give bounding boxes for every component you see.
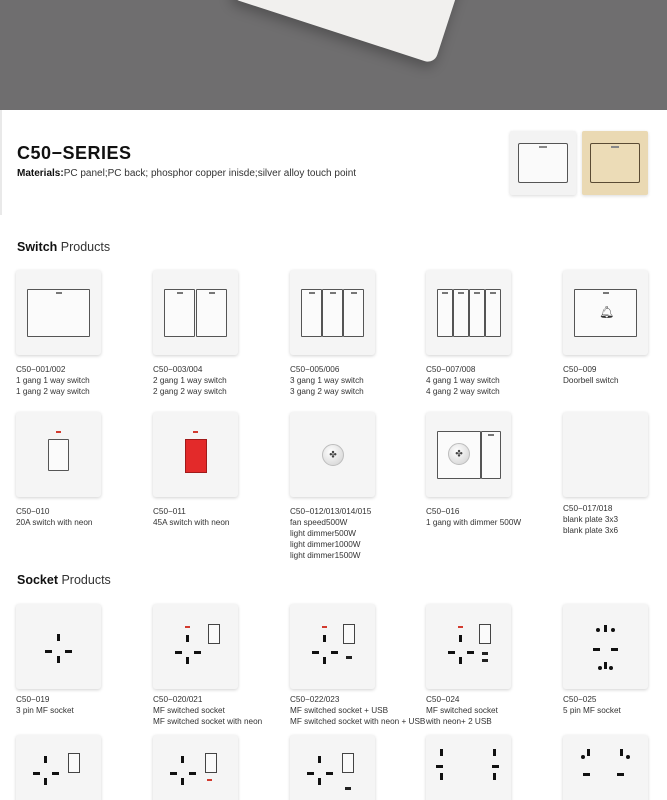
- product-code: C50−025: [563, 695, 597, 704]
- product-desc: 4 gang 2 way switch: [426, 387, 500, 396]
- banner-switch-plate-image: [230, 0, 485, 64]
- product-caption: [563, 503, 667, 536]
- product-code: C50−016: [426, 507, 460, 516]
- product-desc: MF switched socket with neon + USB: [290, 717, 426, 726]
- product-desc: 3 gang 2 way switch: [290, 387, 364, 396]
- product-desc: light dimmer1500W: [290, 551, 361, 560]
- product-desc: 45A switch with neon: [153, 518, 230, 527]
- product-desc: with neon+ 2 USB: [426, 717, 492, 726]
- usb-port-icon: [345, 787, 351, 790]
- fan-icon: ✤: [455, 448, 463, 459]
- product-caption: [290, 364, 420, 397]
- product-code: C50−024: [426, 695, 460, 704]
- usb-port-icon: [482, 659, 488, 662]
- product-image-c50-024[interactable]: [426, 604, 511, 689]
- product-image-c50-022[interactable]: [290, 604, 375, 689]
- product-desc: 2 gang 2 way switch: [153, 387, 227, 396]
- materials-line: [17, 168, 356, 179]
- product-caption: [153, 506, 283, 528]
- bell-icon: 🔔︎: [599, 305, 615, 319]
- product-image-partial[interactable]: [563, 735, 648, 800]
- product-caption: [563, 364, 667, 386]
- hero-gold-switch-image: [582, 131, 648, 195]
- series-title: C50−SERIES: [17, 143, 132, 163]
- product-code: C50−020/021: [153, 695, 203, 704]
- socket-heading-rest: Products: [58, 573, 111, 587]
- product-image-c50-001[interactable]: [16, 270, 101, 355]
- left-edge-line: [0, 110, 2, 215]
- product-image-partial[interactable]: [16, 735, 101, 800]
- product-code: C50−012/013/014/015: [290, 507, 372, 516]
- product-image-c50-009[interactable]: [563, 270, 648, 355]
- product-caption: [153, 364, 283, 397]
- switch-heading-rest: Products: [57, 240, 111, 254]
- product-caption: [426, 506, 556, 528]
- product-desc: MF switched socket: [153, 706, 225, 715]
- product-caption: [426, 364, 556, 397]
- product-desc: 4 gang 1 way switch: [426, 376, 500, 385]
- product-desc: blank plate 3x6: [563, 526, 619, 535]
- product-code: C50−007/008: [426, 365, 476, 374]
- product-caption: [153, 694, 283, 727]
- product-image-c50-007[interactable]: [426, 270, 511, 355]
- product-desc: light dimmer500W: [290, 529, 356, 538]
- materials-text: PC panel;PC back; phosphor copper inisde;silver alloy touch point: [63, 168, 357, 179]
- product-desc: 5 pin MF socket: [563, 706, 621, 715]
- materials-label: Materials:: [17, 168, 64, 179]
- product-code: C50−017/018: [563, 504, 613, 513]
- product-image-partial[interactable]: [426, 735, 511, 800]
- socket-heading-bold: Socket: [17, 573, 58, 587]
- product-caption: [290, 694, 426, 727]
- switch-products-heading: [17, 240, 110, 254]
- usb-port-icon: [482, 652, 488, 655]
- product-desc: 1 gang 2 way switch: [16, 387, 90, 396]
- product-image-c50-005[interactable]: [290, 270, 375, 355]
- product-image-c50-012[interactable]: [290, 412, 375, 497]
- usb-port-icon: [346, 656, 352, 659]
- product-desc: MF switched socket + USB: [290, 706, 389, 715]
- product-code: C50−010: [16, 507, 50, 516]
- product-image-c50-017[interactable]: [563, 412, 648, 497]
- fan-icon: ✤: [329, 449, 337, 460]
- product-code: C50−011: [153, 507, 186, 516]
- product-desc: blank plate 3x3: [563, 515, 619, 524]
- product-caption: [16, 506, 146, 528]
- product-image-c50-025[interactable]: [563, 604, 648, 689]
- product-image-partial[interactable]: [290, 735, 375, 800]
- product-code: C50−001/002: [16, 365, 66, 374]
- product-code: C50−009: [563, 365, 597, 374]
- product-image-c50-016[interactable]: [426, 412, 511, 497]
- product-desc: 3 gang 1 way switch: [290, 376, 364, 385]
- switch-heading-bold: Switch: [17, 240, 58, 254]
- product-caption: [426, 694, 556, 727]
- product-desc: 1 gang with dimmer 500W: [426, 518, 522, 527]
- top-banner: [0, 0, 667, 110]
- product-desc: MF switched socket with neon: [153, 717, 263, 726]
- product-image-c50-020[interactable]: [153, 604, 238, 689]
- product-code: C50−003/004: [153, 365, 203, 374]
- product-desc: light dimmer1000W: [290, 540, 361, 549]
- product-caption: [16, 694, 146, 716]
- product-desc: 20A switch with neon: [16, 518, 93, 527]
- product-desc: 2 gang 1 way switch: [153, 376, 227, 385]
- product-desc: Doorbell switch: [563, 376, 619, 385]
- product-image-c50-019[interactable]: [16, 604, 101, 689]
- product-code: C50−005/006: [290, 365, 340, 374]
- product-caption: [563, 694, 667, 716]
- product-image-c50-010[interactable]: [16, 412, 101, 497]
- product-caption: [290, 506, 420, 561]
- product-caption: [16, 364, 146, 397]
- product-image-c50-003[interactable]: [153, 270, 238, 355]
- product-desc: 3 pin MF socket: [16, 706, 74, 715]
- product-desc: MF switched socket: [426, 706, 498, 715]
- product-code: C50−019: [16, 695, 50, 704]
- product-image-partial[interactable]: [153, 735, 238, 800]
- hero-white-switch-image: [510, 131, 576, 195]
- product-image-c50-011[interactable]: [153, 412, 238, 497]
- product-desc: fan speed500W: [290, 518, 348, 527]
- product-desc: 1 gang 1 way switch: [16, 376, 90, 385]
- socket-products-heading: [17, 573, 111, 587]
- product-code: C50−022/023: [290, 695, 340, 704]
